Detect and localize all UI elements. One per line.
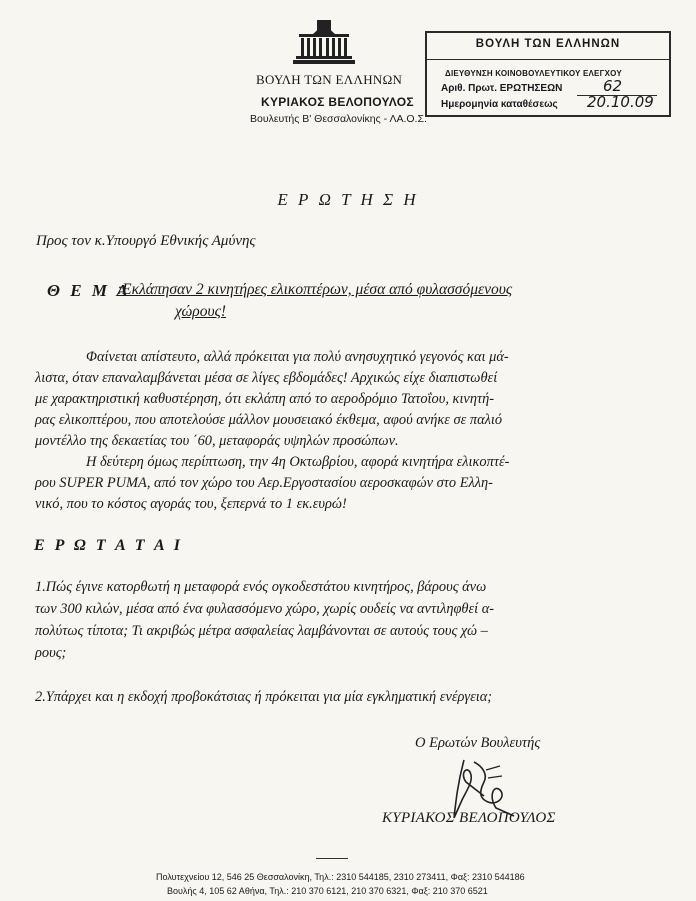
stamp-date: 20.10.09: [587, 93, 654, 111]
document-title: Ε Ρ Ω Τ Η Σ Η: [277, 190, 419, 209]
letterhead-org: ΒΟΥΛΗ ΤΩΝ ΕΛΛΗΝΩΝ: [256, 72, 403, 87]
question-1-line: πολύτως τίποτα; Τι ακριβώς μέτρα ασφαλείας λαμβάνονται σε αυτούς τους χώ –: [35, 623, 488, 639]
body-line: ρου SUPER PUMA, από τον χώρο του Αερ.Εργοστασίου αεροσκαφών στο Ελλη-: [35, 475, 493, 491]
question-1-line: 1.Πώς έγινε κατορθωτή η μεταφορά ενός ογκοδεστάτου κινητήρος, βάρους άνω: [35, 579, 487, 595]
footer-address-thessaloniki: Πολυτεχνείου 12, 546 25 Θεσσαλονίκη, Τηλ.: 2310 544185, 2310 273411, Φαξ: 2310 544186: [156, 872, 525, 882]
registration-stamp: [425, 31, 671, 117]
footer-address-athens: Βουλής 4, 105 62 Αθήνα, Τηλ.: 210 370 6121, 210 370 6321, Φαξ: 210 370 6521: [167, 886, 488, 896]
stamp-title: ΒΟΥΛΗ ΤΩΝ ΕΛΛΗΝΩΝ: [475, 38, 621, 50]
parliament-logo-icon: [293, 18, 355, 66]
question-2: 2.Υπάρχει και η εκδοχή προβοκάτσιας ή πρόκειται για μία εγκληματική ενέργεια;: [35, 689, 493, 705]
subject-label: Θ Ε Μ Α: [47, 281, 131, 300]
body-line: μοντέλλο της δεκαετίας του ΄60, μεταφοράς υψηλών προσώπων.: [35, 433, 399, 449]
signoff-name: ΚΥΡΙΑΚΟΣ ΒΕΛΟΠΟΥΛΟΣ: [382, 810, 556, 826]
stamp-date-label: Ημερομηνία καταθέσεως: [441, 99, 558, 110]
questions-heading: Ε Ρ Ω Τ Α Τ Α Ι: [34, 537, 183, 554]
letterhead-mp-role: Βουλευτής Β' Θεσσαλονίκης - ΛΑ.Ο.Σ.: [250, 113, 427, 125]
letterhead-mp-name: ΚΥΡΙΑΚΟΣ ΒΕΛΟΠΟΥΛΟΣ: [261, 95, 414, 109]
body-line: Φαίνεται απίστευτο, αλλά πρόκειται για πολύ ανησυχητικό γεγονός και μά-: [86, 349, 509, 365]
body-line: με χαρακτηριστική καθυστέρηση, ότι εκλάπη από το αεροδρόμιο Τατοΐου, κινητή-: [35, 391, 495, 407]
stamp-protocol-label: Αριθ. Πρωτ. ΕΡΩΤΗΣΕΩΝ: [441, 83, 563, 94]
body-line: νικό, που το κόστος αγοράς του, ξεπερνά το 1 εκ.ευρώ!: [35, 496, 347, 512]
body-line: Η δεύτερη όμως περίπτωση, την 4η Οκτωβρίου, αφορά κινητήρα ελικοπτέ-: [86, 454, 510, 470]
stamp-directorate: ΔΙΕΥΘΥΝΣΗ ΚΟΙΝΟΒΟΥΛΕΥΤΙΚΟΥ ΕΛΕΓΧΟΥ: [445, 69, 622, 78]
footer-divider: [316, 858, 348, 859]
body-line: ρας ελικοπτέρου, που αποτελούσε μάλλον μουσειακό έκθεμα, αφού ανήκε σε παλιό: [35, 412, 503, 428]
question-1-line: των 300 κιλών, μέσα από ένα φυλασσόμενο χώρο, χωρίς ουδείς να αντιληφθεί α-: [35, 601, 495, 617]
stamp-divider: [427, 59, 669, 60]
body-line: λιστα, όταν επαναλαμβάνεται μέσα σε λίγες εβδομάδες! Αρχικώς είχε διαπιστωθεί: [35, 370, 498, 386]
recipient-line: Προς τον κ.Υπουργό Εθνικής Αμύνης: [36, 233, 256, 249]
question-1-line: ρους;: [35, 645, 67, 661]
stamp-protocol-number: 62: [603, 77, 623, 95]
subject-line-2: χώρους!: [175, 303, 227, 320]
subject-line-1: :Εκλάπησαν 2 κινητήρες ελικοπτέρων, μέσα από φυλασσόμενους: [117, 281, 513, 298]
signoff-title: Ο Ερωτών Βουλευτής: [415, 735, 541, 751]
